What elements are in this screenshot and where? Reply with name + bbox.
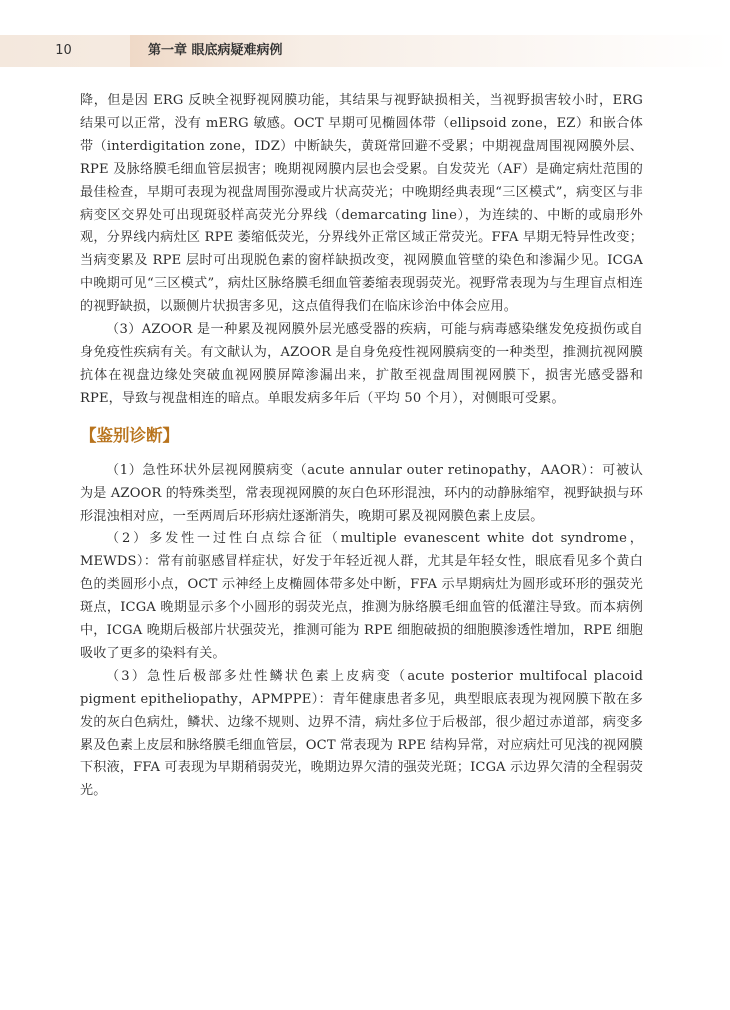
heading-bracket-open: 【 <box>80 425 97 445</box>
page-number: 10 <box>55 43 72 58</box>
chapter-title: 第一章 眼底病疑难病例 <box>130 35 301 67</box>
body-paragraph: 降，但是因 ERG 反映全视野视网膜功能，其结果与视野缺损相关，当视野损害较小时，ERG 结果可以正常，没有 mERG 敏感。OCT 早期可见椭圆体带（ellipsoid zone，EZ）和嵌合体带（interdigitation zone，IDZ）中断缺失，黄斑常回避不受累；中期视盘周围视网膜外层、RPE 及脉络膜毛细血管层损害；晚期视网膜内层也会受累。自发荧光（AF）是确定病灶范围的最佳检查，早期可表现为视盘周围弥漫或片状高荧光；中晚期经典表现“三区模式”，病变区与非病变区交界处可出现斑驳样高荧光分界线（demarcating line），为连续的、中断的或扇形外观，分界线内病灶区 RPE 萎缩低荧光，分界线外正常区域正常荧光。FFA 早期无特异性改变；当病变累及 RPE 层时可出现脱色素的窗样缺损改变，视网膜血管壁的染色和渗漏少见。ICGA 中晚期可见“三区模式”，病灶区脉络膜毛细血管萎缩表现弱荧光。视野常表现为与生理盲点相连的视野缺损，以颞侧片状损害多见，这点值得我们在临床诊治中体会应用。 <box>80 93 643 315</box>
body-paragraph: （2）多发性一过性白点综合征（multiple evanescent white dot syndrome，MEWDS）：常有前驱感冒样症状，好发于年轻近视人群，尤其是年轻女性，眼底看见多个黄白色的类圆形小点，OCT 示神经上皮椭圆体带多处中断，FFA 示早期病灶为圆形或环形的强荧光斑点，ICGA 晚期显示多个小圆形的弱荧光点，推测为脉络膜毛细血管的低灌注导致。而本病例中，ICGA 晚期后极部片状强荧光，推测可能为 RPE 细胞破损的细胞膜渗透性增加，RPE 细胞吸收了更多的染料有关。 <box>80 531 643 661</box>
section-heading <box>80 424 643 448</box>
page-header <box>0 35 730 67</box>
section-title: 鉴别诊断 <box>96 425 163 445</box>
page-body <box>80 90 643 803</box>
heading-bracket-close: 】 <box>162 425 179 445</box>
body-paragraph: （1）急性环状外层视网膜病变（acute annular outer retinopathy，AAOR）：可被认为是 AZOOR 的特殊类型，常表现视网膜的灰白色环形混浊，环内的动静脉缩窄，视野缺损与环形混浊相对应，一至两周后环形病灶逐渐消失，晚期可累及视网膜色素上皮层。 <box>80 462 643 524</box>
body-paragraph: （3）急性后极部多灶性鳞状色素上皮病变（acute posterior multifocal placoid pigment epitheliopathy，APMPPE）：青年健康患者多见，典型眼底表现为视网膜下散在多发的灰白色病灶，鳞状、边缘不规则、边界不清，病灶多位于后极部，很少超过赤道部，病变多累及色素上皮层和脉络膜毛细血管层，OCT 常表现为 RPE 结构异常，对应病灶可见浅的视网膜下积液，FFA 可表现为早期稍弱荧光，晚期边界欠清的强荧光斑；ICGA 示边界欠清的全程弱荧光。 <box>80 668 643 799</box>
body-paragraph: （3）AZOOR 是一种累及视网膜外层光感受器的疾病，可能与病毒感染继发免疫损伤或自身免疫性疾病有关。有文献认为，AZOOR 是自身免疫性视网膜病变的一种类型，推测抗视网膜抗体在视盘边缘处突破血视网膜屏障渗漏出来，扩散至视盘周围视网膜下，损害光感受器和 RPE，导致与视盘相连的暗点。单眼发病多年后（平均 50 个月），对侧眼可受累。 <box>80 322 643 406</box>
